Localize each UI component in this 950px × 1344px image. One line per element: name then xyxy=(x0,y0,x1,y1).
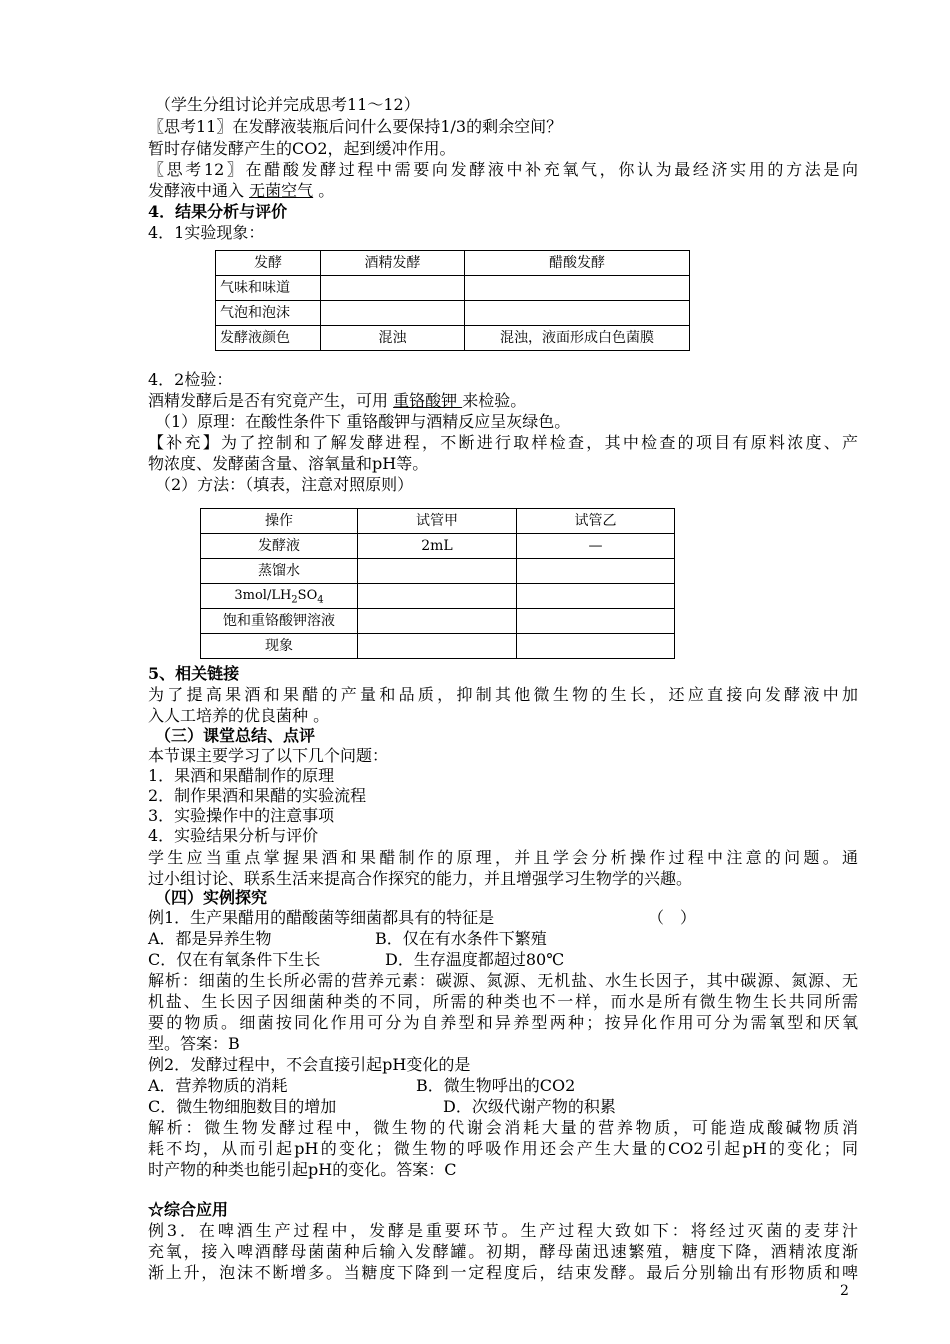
table-header: 醋酸发酵 xyxy=(465,251,690,276)
section-heading-4: 4．结果分析与评价 xyxy=(148,202,288,221)
acid-subscript: 4 xyxy=(317,594,324,606)
test-table xyxy=(200,508,675,659)
supplement-line1: 【补充】为了控制和了解发酵进程，不断进行取样检查，其中检查的项目有原料浓度、产 xyxy=(148,433,858,452)
section-heading-summary: （三）课堂总结、点评 xyxy=(155,726,316,745)
option-b: B．微生物呼出的CO2 xyxy=(416,1076,576,1095)
acid-label-mid: SO xyxy=(297,588,318,603)
link-line2: 入人工培养的优良菌种 。 xyxy=(148,706,330,725)
discussion-note: （学生分组讨论并完成思考11～12） xyxy=(155,95,420,114)
test-tail: 来检验。 xyxy=(462,391,527,410)
table-header: 发酵 xyxy=(216,251,321,276)
principle-line: （1）原理：在酸性条件下 重铬酸钾与酒精反应呈灰绿色。 xyxy=(155,412,571,431)
acid-label: 3mol/LH xyxy=(234,588,292,603)
q12-text: 发酵液中通入 xyxy=(148,181,250,200)
summary-intro: 本节课主要学习了以下几个问题： xyxy=(148,746,389,765)
table-cell: 发酵液颜色 xyxy=(216,326,321,351)
summary-item: 4．实验结果分析与评价 xyxy=(148,826,319,845)
analysis-1-line: 要的物质。细菌按同化作用可分为自养型和异养型两种；按异化作用可分为需氧型和厌氧 xyxy=(148,1013,858,1032)
example-3-line: 渐上升，泡沫不断增多。当糖度下降到一定程度后，结束发酵。最后分别输出有形物质和啤 xyxy=(148,1263,858,1282)
test-text: 酒精发酵后是否有究竟产生，可用 xyxy=(148,391,394,410)
acid-subscript: 2 xyxy=(291,594,298,606)
q12-tail: 。 xyxy=(313,181,335,200)
summary-item: 1．果酒和果醋制作的原理 xyxy=(148,766,335,785)
example-1-blank: （ ） xyxy=(648,908,697,927)
table-cell xyxy=(517,634,675,659)
option-a: A．营养物质的消耗 xyxy=(148,1076,288,1095)
table-row xyxy=(216,251,690,276)
table-cell: 混浊 xyxy=(321,326,465,351)
table-cell: 气味和味道 xyxy=(216,276,321,301)
table-cell xyxy=(321,276,465,301)
link-line1: 为了提高果酒和果醋的产量和品质，抑制其他微生物的生长，还应直接向发酵液中加 xyxy=(148,685,858,704)
q12-answer: 无菌空气 xyxy=(249,181,314,200)
example-1-question: 例1．生产果醋用的醋酸菌等细菌都具有的特征是 xyxy=(148,908,495,927)
question-11: 〖思考11〗在发酵液装瓶后问什么要保持1/3的剩余空间？ xyxy=(148,117,563,136)
example-3-line: 充氧，接入啤酒酵母菌菌种后输入发酵罐。初期，酵母菌迅速繁殖，糖度下降，酒精浓度渐 xyxy=(148,1242,858,1261)
table-cell xyxy=(517,559,675,584)
method-line: （2）方法：（填表，注意对照原则） xyxy=(155,475,414,494)
table-cell xyxy=(358,584,517,609)
table-header: 操作 xyxy=(201,509,358,534)
table-cell xyxy=(358,559,517,584)
table-row xyxy=(201,609,675,634)
subsection-4-2: 4．2检验： xyxy=(148,370,233,389)
option-d: D．生存温度都超过80℃ xyxy=(385,950,565,969)
table-cell: 现象 xyxy=(201,634,358,659)
example-2-question: 例2．发酵过程中，不会直接引起pH变化的是 xyxy=(148,1055,471,1074)
analysis-2-line: 时产物的种类也能引起pH的变化。答案：C xyxy=(148,1160,457,1179)
analysis-1-line: 解析：细菌的生长所必需的营养元素：碳源、氮源、无机盐、水生长因子，其中碳源、氮源、无 xyxy=(148,971,858,990)
table-row xyxy=(216,276,690,301)
table-cell xyxy=(465,301,690,326)
table-row xyxy=(216,326,690,351)
test-reagent: 重铬酸钾 xyxy=(393,391,463,410)
table-cell: 发酵液 xyxy=(201,534,358,559)
summary-item: 3．实验操作中的注意事项 xyxy=(148,806,335,825)
option-b: B．仅在有水条件下繁殖 xyxy=(375,929,547,948)
example-3-line: 例3．在啤酒生产过程中，发酵是重要环节。生产过程大致如下：将经过灭菌的麦芽汁 xyxy=(148,1221,858,1240)
table-cell: 气泡和泡沫 xyxy=(216,301,321,326)
subsection-4-1: 4．1实验现象： xyxy=(148,223,265,242)
summary-conclusion-line1: 学生应当重点掌握果酒和果醋制作的原理，并且学会分析操作过程中注意的问题。通 xyxy=(148,848,858,867)
analysis-2-line: 耗不均，从而引起pH的变化；微生物的呼吸作用还会产生大量的CO2引起pH的变化；同 xyxy=(148,1139,858,1158)
section-heading-examples: （四）实例探究 xyxy=(155,888,268,907)
table-cell: 蒸馏水 xyxy=(201,559,358,584)
page-number: 2 xyxy=(840,1283,849,1299)
table-header: 试管甲 xyxy=(358,509,517,534)
table-cell xyxy=(517,584,675,609)
analysis-2-line: 解析：微生物发酵过程中，微生物的代谢会消耗大量的营养物质，可能造成酸碱物质消 xyxy=(148,1118,858,1137)
supplement-line2: 物浓度、发酵菌含量、溶氧量和pH等。 xyxy=(148,454,429,473)
table-cell xyxy=(358,609,517,634)
table-row xyxy=(201,534,675,559)
question-12-line1: 〖思考12〗在醋酸发酵过程中需要向发酵液中补充氧气，你认为最经济实用的方法是向 xyxy=(148,160,858,179)
table-cell: — xyxy=(517,534,675,559)
table-header: 酒精发酵 xyxy=(321,251,465,276)
answer-11: 暂时存储发酵产生的CO2，起到缓冲作用。 xyxy=(148,139,456,158)
table-cell: 饱和重铬酸钾溶液 xyxy=(201,609,358,634)
table-cell: 混浊，液面形成白色菌膜 xyxy=(465,326,690,351)
table-cell xyxy=(358,634,517,659)
analysis-1-line: 型。答案：B xyxy=(148,1034,240,1053)
table-row xyxy=(216,301,690,326)
option-d: D．次级代谢产物的积累 xyxy=(443,1097,616,1116)
test-method-line xyxy=(148,391,526,411)
table-cell xyxy=(517,609,675,634)
option-c: C．仅在有氧条件下生长 xyxy=(148,950,321,969)
analysis-1-line: 机盐、生长因子因细菌种类的不同，所需的种类也不一样，而水是所有微生物生长共同所需 xyxy=(148,992,858,1011)
table-row xyxy=(201,509,675,534)
option-a: A．都是异养生物 xyxy=(148,929,272,948)
table-cell xyxy=(201,584,358,609)
question-12-line2 xyxy=(148,181,334,201)
section-heading-5: 5、相关链接 xyxy=(148,664,240,683)
table-cell xyxy=(465,276,690,301)
table-row xyxy=(201,634,675,659)
table-row xyxy=(201,559,675,584)
table-cell: 2mL xyxy=(358,534,517,559)
table-header: 试管乙 xyxy=(517,509,675,534)
section-heading-application: ☆综合应用 xyxy=(148,1200,229,1219)
observation-table xyxy=(215,250,690,351)
table-cell xyxy=(321,301,465,326)
option-c: C．微生物细胞数目的增加 xyxy=(148,1097,337,1116)
summary-item: 2．制作果酒和果醋的实验流程 xyxy=(148,786,367,805)
summary-conclusion-line2: 过小组讨论、联系生活来提高合作探究的能力，并且增强学习生物学的兴趣。 xyxy=(148,869,693,888)
table-row xyxy=(201,584,675,609)
